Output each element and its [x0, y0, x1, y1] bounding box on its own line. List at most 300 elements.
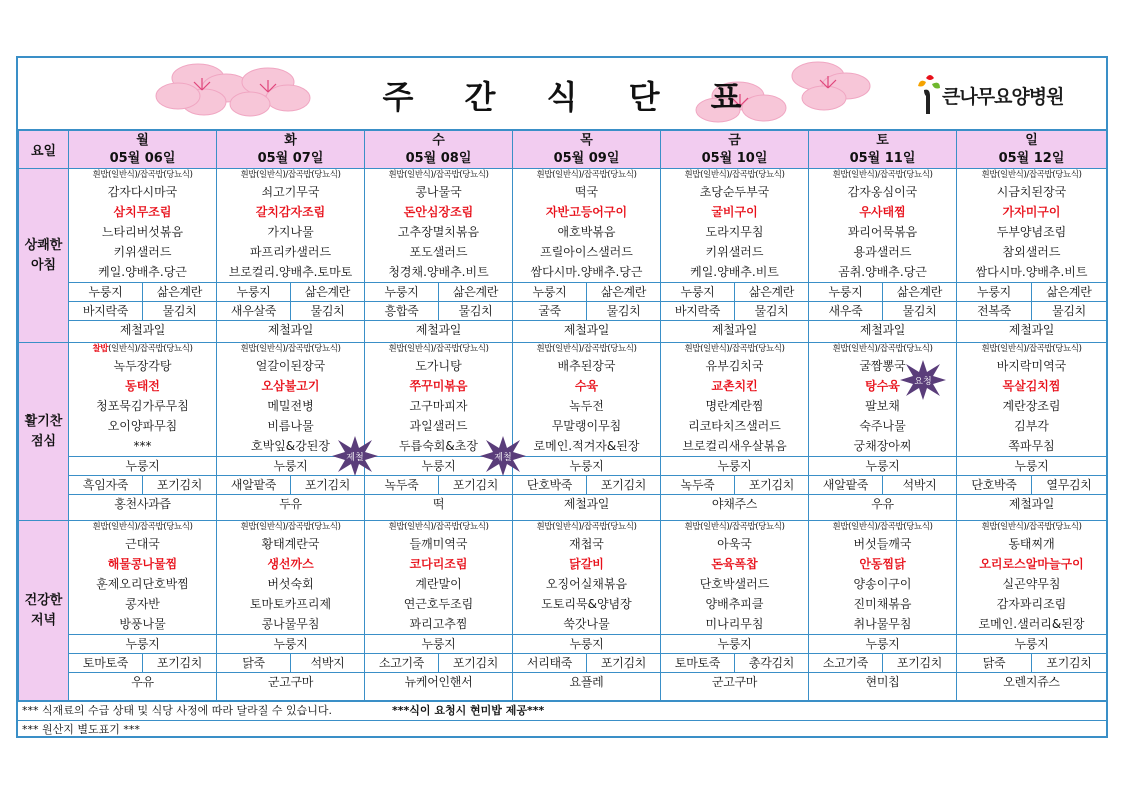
dish-item: 유부김치국 — [705, 359, 764, 373]
extra-row — [661, 301, 808, 320]
extra-item: 물김치 — [882, 302, 956, 320]
main-dish: 돈육폭찹 — [711, 557, 758, 571]
extra-item: 열무김치 — [1031, 476, 1106, 494]
extra-row — [365, 282, 512, 301]
footer-notes — [18, 701, 1106, 739]
dish-item: 로메인.샐러리&된장 — [978, 617, 1085, 631]
extra-item: 누룽지 — [421, 459, 456, 473]
dish-item: 쌈다시마.양배추.당근 — [530, 265, 643, 279]
extra-item: 포기김치 — [438, 654, 512, 672]
day-row-label: 요일 — [19, 131, 69, 169]
extra-row — [809, 320, 956, 339]
extra-item: 물김치 — [1031, 302, 1106, 320]
extra-item: 총각김치 — [734, 654, 808, 672]
dish-item: 단호박샐러드 — [699, 577, 770, 591]
meal-label-lunch — [19, 343, 69, 521]
extra-row — [809, 653, 956, 672]
dish-item: 케일.양배추.당근 — [98, 265, 187, 279]
dish-list — [809, 534, 956, 634]
dish-item: 재첩국 — [569, 537, 604, 551]
dish-item: 진미채볶음 — [853, 597, 912, 611]
dish-item: 계란말이 — [415, 577, 462, 591]
dish-item: 방풍나물 — [119, 617, 166, 631]
day-header-sun — [957, 131, 1107, 169]
dish-item: 연근호두조림 — [403, 597, 474, 611]
extra-item: 소고기죽 — [822, 656, 869, 670]
extra-item: 누룽지 — [828, 285, 863, 299]
dish-item: 느타리버섯볶음 — [101, 225, 184, 239]
dish-list — [809, 182, 956, 282]
main-dish: 우사태찜 — [859, 205, 906, 219]
extra-row — [809, 634, 956, 653]
extra-item: 물김치 — [142, 302, 216, 320]
dish-item: 가지나물 — [267, 225, 314, 239]
dish-item: 양송이구이 — [853, 577, 912, 591]
rice-line — [513, 169, 660, 182]
starburst-icon — [480, 436, 526, 476]
dish-list — [513, 356, 660, 456]
extra-item: 물김치 — [290, 302, 364, 320]
extra-row — [513, 320, 660, 339]
extra-item: 누룽지 — [1014, 637, 1049, 651]
rice-line — [217, 343, 364, 356]
dish-list — [957, 182, 1106, 282]
extra-item: 서리태죽 — [526, 656, 573, 670]
dish-item: 두부양념조림 — [996, 225, 1067, 239]
main-dish: 동태전 — [125, 379, 160, 393]
dish-item: 콩자반 — [125, 597, 160, 611]
seasonal-badge-text: 제철 — [346, 453, 364, 463]
dish-item: 꽈리고추찜 — [409, 617, 468, 631]
dish-item: 포도샐러드 — [409, 245, 468, 259]
meal-cell-sat — [809, 521, 957, 701]
extra-item: 제철과일 — [267, 323, 314, 337]
extra-row — [957, 672, 1106, 691]
extra-item: 누룽지 — [569, 459, 604, 473]
extra-item: 포기김치 — [142, 476, 216, 494]
dish-item: 쑥갓나물 — [563, 617, 610, 631]
dish-list — [217, 534, 364, 634]
dish-list — [365, 182, 512, 282]
meal-cell-thu — [513, 169, 661, 343]
dish-item: 떡국 — [574, 185, 599, 199]
extra-item: 포기김치 — [586, 476, 660, 494]
meal-cell-fri — [661, 521, 809, 701]
extra-item: 전복죽 — [977, 304, 1011, 318]
extra-item: 제철과일 — [563, 497, 610, 511]
dish-item: 브로컬리새우살볶음 — [682, 439, 787, 453]
rice-line — [69, 521, 216, 534]
extra-item: 흑임자죽 — [82, 478, 129, 492]
dish-list — [661, 356, 808, 456]
extra-row — [513, 475, 660, 494]
supply-note: *** 식재료의 수급 상태 및 식당 사정에 따라 달라질 수 있습니다. — [22, 704, 332, 717]
extra-item: 굴죽 — [538, 304, 561, 318]
extra-item: 누룽지 — [717, 637, 752, 651]
dish-list — [513, 534, 660, 634]
day-date: 05월 06일 — [109, 151, 176, 166]
dish-item: 녹두장각탕 — [113, 359, 172, 373]
day-header-tue — [217, 131, 365, 169]
rice-line — [809, 343, 956, 356]
dish-item: 고구마피자 — [409, 399, 468, 413]
extra-row — [513, 653, 660, 672]
dish-item: 비름나물 — [267, 419, 314, 433]
extra-row — [69, 320, 216, 339]
rice-line — [661, 521, 808, 534]
extra-item: 포기김치 — [142, 654, 216, 672]
dish-item: 아욱국 — [717, 537, 752, 551]
dish-item: 감자꽈리조림 — [996, 597, 1067, 611]
extra-item: 군고구마 — [711, 675, 758, 689]
day-header-fri — [661, 131, 809, 169]
dish-item: 키위샐러드 — [705, 245, 764, 259]
extra-item: 누룽지 — [977, 285, 1011, 299]
dish-item: 콩나물국 — [415, 185, 462, 199]
extra-row — [69, 672, 216, 691]
extra-row — [365, 494, 512, 513]
extra-item: 삶은계란 — [734, 283, 808, 301]
extra-item: 새알팥죽 — [822, 478, 869, 492]
footer-note-2: *** 원산지 별도표기 *** — [18, 720, 1106, 739]
extra-item: 물김치 — [438, 302, 512, 320]
day-name: 화 — [284, 133, 297, 148]
extra-row — [365, 653, 512, 672]
rice-text: 흰밥(일반식)/잡곡밥(당뇨식) — [536, 170, 637, 180]
rice-text: 흰밥(일반식)/잡곡밥(당뇨식) — [536, 522, 637, 532]
meal-label-breakfast — [19, 169, 69, 343]
extra-item: 현미칩 — [865, 675, 900, 689]
extra-row — [957, 653, 1106, 672]
meal-cell-wed — [365, 169, 513, 343]
extra-row — [809, 456, 956, 475]
extra-item: 흥합죽 — [384, 304, 419, 318]
extra-item: 제철과일 — [119, 323, 166, 337]
dish-list — [661, 182, 808, 282]
dish-item: 청경채.양배추.비트 — [388, 265, 489, 279]
dish-item: 청포묵김가루무침 — [96, 399, 189, 413]
extra-item: 누룽지 — [680, 285, 715, 299]
dish-item: 감자옹심이국 — [847, 185, 918, 199]
dish-list — [365, 534, 512, 634]
extra-row — [365, 634, 512, 653]
day-header-mon — [69, 131, 217, 169]
menu-sheet — [16, 56, 1108, 738]
rice-text: 흰밥(일반식)/잡곡밥(당뇨식) — [981, 522, 1082, 532]
rice-prefix: 찰밥 — [92, 344, 109, 354]
meal-label-line: 저녁 — [30, 612, 57, 628]
extra-item: 단호박죽 — [971, 478, 1017, 492]
dish-item: 호박잎&강된장 — [251, 439, 330, 453]
extra-item: 군고구마 — [267, 675, 314, 689]
dish-item: 팔보채 — [865, 399, 900, 413]
dish-item: 녹두전 — [569, 399, 604, 413]
meal-cell-mon — [69, 521, 217, 701]
dish-list — [217, 182, 364, 282]
rice-text: 흰밥(일반식)/잡곡밥(당뇨식) — [684, 522, 785, 532]
extra-item: 제철과일 — [1008, 323, 1055, 337]
meal-cell-sun — [957, 343, 1107, 521]
day-header-sat — [809, 131, 957, 169]
day-header-wed — [365, 131, 513, 169]
dish-item: 무말랭이무침 — [551, 419, 622, 433]
extra-item: 누룽지 — [1014, 459, 1049, 473]
dish-item: 얼갈이된장국 — [255, 359, 326, 373]
main-dish: 코다리조림 — [409, 557, 468, 571]
extra-item: 토마토죽 — [82, 656, 129, 670]
dinner-row — [19, 521, 1107, 701]
dish-item: 실곤약무침 — [1002, 577, 1061, 591]
extra-item: 토마토죽 — [674, 656, 721, 670]
meal-cell-fri — [661, 169, 809, 343]
extra-item: 누룽지 — [236, 285, 271, 299]
dish-item: 동태찌개 — [1008, 537, 1055, 551]
rice-text: 흰밥(일반식)/잡곡밥(당뇨식) — [240, 344, 341, 354]
main-dish: 갈치감자조림 — [255, 205, 326, 219]
extra-row — [217, 653, 364, 672]
rice-text: 흰밥(일반식)/잡곡밥(당뇨식) — [92, 522, 193, 532]
extra-row — [217, 320, 364, 339]
dish-item: 취나물무침 — [853, 617, 912, 631]
day-name: 목 — [580, 133, 593, 148]
dish-item: 애호박볶음 — [557, 225, 616, 239]
dish-item: 훈제오리단호박찜 — [96, 577, 189, 591]
dish-list — [957, 534, 1106, 634]
extra-item: 삶은계란 — [882, 283, 956, 301]
day-date: 05월 08일 — [405, 151, 472, 166]
dish-item: 프릴아이스샐러드 — [540, 245, 633, 259]
extra-row — [69, 301, 216, 320]
dish-item: 초당순두부국 — [699, 185, 770, 199]
dish-item: 궁채장아찌 — [853, 439, 912, 453]
extra-item: 녹두죽 — [384, 478, 419, 492]
dish-item: 굴짬뽕국 — [859, 359, 906, 373]
meal-cell-sat — [809, 169, 957, 343]
dish-list — [661, 534, 808, 634]
extra-item: 누룽지 — [717, 459, 752, 473]
extra-item: 석박지 — [290, 654, 364, 672]
main-dish: 가자미구이 — [1002, 205, 1061, 219]
extra-row — [957, 475, 1106, 494]
meal-cell-mon — [69, 343, 217, 521]
rice-line — [365, 343, 512, 356]
extra-item: 누룽지 — [569, 637, 604, 651]
extra-item: 요플레 — [569, 675, 604, 689]
logo-text: 큰나무요양병원 — [942, 86, 1064, 108]
day-name: 토 — [876, 133, 889, 148]
main-dish: 해물콩나물찜 — [107, 557, 178, 571]
menu-table — [18, 130, 1107, 701]
dish-item: 키위샐러드 — [113, 245, 172, 259]
dish-item: 쪽파무침 — [1008, 439, 1055, 453]
dish-item: 고추장멸치볶음 — [397, 225, 480, 239]
extra-item: 누룽지 — [384, 285, 419, 299]
main-dish: 교촌치킨 — [711, 379, 758, 393]
day-header-thu — [513, 131, 661, 169]
extra-item: 누룽지 — [421, 637, 456, 651]
meal-label-dinner — [19, 521, 69, 701]
main-dish: 굴비구이 — [711, 205, 758, 219]
extra-row — [513, 672, 660, 691]
rice-text: 흰밥(일반식)/잡곡밥(당뇨식) — [388, 522, 489, 532]
meal-cell-tue — [217, 343, 365, 521]
meal-cell-tue — [217, 169, 365, 343]
extra-item: 물김치 — [586, 302, 660, 320]
extra-row — [957, 456, 1106, 475]
extra-item: 물김치 — [734, 302, 808, 320]
rice-line — [809, 169, 956, 182]
extra-item: 단호박죽 — [526, 478, 573, 492]
extra-row — [809, 282, 956, 301]
dish-item: 계란장조림 — [1002, 399, 1061, 413]
dish-item: 참외샐러드 — [1002, 245, 1061, 259]
meal-label-line: 활기찬 — [24, 413, 63, 429]
extra-item: 포기김치 — [586, 654, 660, 672]
dish-item: 오징어실채볶음 — [545, 577, 628, 591]
rice-text: 흰밥(일반식)/잡곡밥(당뇨식) — [981, 344, 1082, 354]
dish-item: 미나리무침 — [705, 617, 764, 631]
extra-row — [513, 456, 660, 475]
dish-item: 근대국 — [125, 537, 160, 551]
request-badge — [900, 360, 946, 404]
rice-line — [69, 169, 216, 182]
dish-item: *** — [133, 439, 152, 453]
dish-item: 감자다시마국 — [107, 185, 178, 199]
main-dish: 오삼불고기 — [261, 379, 320, 393]
dish-item: 브로컬리.양배추.토마토 — [228, 265, 353, 279]
hospital-logo — [916, 72, 1096, 116]
dish-item: 케일.양배추.비트 — [690, 265, 779, 279]
extra-row — [365, 320, 512, 339]
extra-item: 바지락죽 — [674, 304, 721, 318]
extra-row — [661, 672, 808, 691]
main-dish: 자반고등어구이 — [545, 205, 628, 219]
extra-row — [513, 301, 660, 320]
extra-item: 제철과일 — [859, 323, 906, 337]
sheet-header — [18, 58, 1106, 130]
meal-label-line: 건강한 — [24, 592, 63, 608]
extra-row — [69, 634, 216, 653]
dish-list — [69, 534, 216, 634]
extra-item: 삶은계란 — [142, 283, 216, 301]
extra-item: 바지락죽 — [82, 304, 129, 318]
meal-cell-wed — [365, 343, 513, 521]
extra-row — [661, 282, 808, 301]
rice-text: 흰밥(일반식)/잡곡밥(당뇨식) — [240, 170, 341, 180]
footer-note-1 — [18, 701, 1106, 720]
meal-label-line: 점심 — [30, 433, 57, 449]
tree-logo-icon — [916, 72, 942, 116]
extra-row — [661, 634, 808, 653]
rice-text: 흰밥(일반식)/잡곡밥(당뇨식) — [832, 170, 933, 180]
main-dish: 안동찜닭 — [859, 557, 906, 571]
dish-item: 메밀전병 — [267, 399, 314, 413]
dish-item: 양배추피클 — [705, 597, 764, 611]
rice-text: 흰밥(일반식)/잡곡밥(당뇨식) — [684, 344, 785, 354]
extra-row — [661, 653, 808, 672]
extra-item: 누룽지 — [532, 285, 567, 299]
extra-item: 누룽지 — [273, 637, 308, 651]
dish-item: 곰취.양배추.당근 — [838, 265, 927, 279]
dish-item: 콩나물무침 — [261, 617, 320, 631]
rice-line — [365, 521, 512, 534]
day-name: 수 — [432, 133, 445, 148]
main-dish: 오리로스알마늘구이 — [979, 557, 1084, 571]
extra-item: 삶은계란 — [438, 283, 512, 301]
extra-item: 삶은계란 — [586, 283, 660, 301]
extra-item: 우유 — [131, 675, 154, 689]
dish-item: 들깨미역국 — [409, 537, 468, 551]
extra-row — [661, 494, 808, 513]
day-date: 05월 10일 — [701, 151, 768, 166]
extra-item: 석박지 — [882, 476, 956, 494]
brown-rice-note: ***식이 요청시 현미밥 제공*** — [391, 704, 545, 717]
extra-row — [957, 282, 1106, 301]
seasonal-badge — [480, 436, 526, 480]
rice-line — [661, 169, 808, 182]
dish-item: 토마토카프리제 — [249, 597, 332, 611]
rice-line — [661, 343, 808, 356]
extra-item: 누룽지 — [125, 459, 160, 473]
rice-line — [217, 169, 364, 182]
extra-item: 닭죽 — [242, 656, 265, 670]
extra-item: 새우살죽 — [230, 304, 277, 318]
seasonal-badge-text: 제철 — [494, 453, 512, 463]
extra-item: 포기김치 — [438, 476, 512, 494]
day-header-row — [19, 131, 1107, 169]
extra-row — [69, 653, 216, 672]
dish-item: 꽈리어묵볶음 — [847, 225, 918, 239]
dish-item: 시금치된장국 — [996, 185, 1067, 199]
page-title: 주 간 식 단 표 — [382, 78, 762, 116]
extra-row — [69, 475, 216, 494]
extra-item: 누룽지 — [273, 459, 308, 473]
rice-text: 흰밥(일반식)/잡곡밥(당뇨식) — [240, 522, 341, 532]
extra-item: 포기김치 — [734, 476, 808, 494]
extra-item: 제철과일 — [1008, 497, 1055, 511]
dish-item: 황태계란국 — [261, 537, 320, 551]
extra-item: 오렌지쥬스 — [1003, 675, 1060, 689]
meal-label-line: 상쾌한 — [24, 237, 63, 253]
extra-item: 새우죽 — [828, 304, 863, 318]
seasonal-badge — [332, 436, 378, 480]
rice-line — [957, 343, 1106, 356]
extra-row — [809, 672, 956, 691]
extra-item: 제철과일 — [563, 323, 610, 337]
extra-row — [365, 301, 512, 320]
extra-row — [661, 475, 808, 494]
extra-row — [661, 456, 808, 475]
extra-row — [365, 672, 512, 691]
rice-text: 흰밥(일반식)/잡곡밥(당뇨식) — [388, 170, 489, 180]
extra-item: 삶은계란 — [1031, 283, 1106, 301]
main-dish: 생선까스 — [267, 557, 314, 571]
extra-item: 누룽지 — [865, 637, 900, 651]
extra-item: 포기김치 — [882, 654, 956, 672]
dish-item: 김부각 — [1014, 419, 1049, 433]
rice-text: 흰밥(일반식)/잡곡밥(당뇨식) — [388, 344, 489, 354]
dish-list — [69, 182, 216, 282]
dish-item: 도토리묵&양념장 — [541, 597, 632, 611]
rice-text: 흰밥(일반식)/잡곡밥(당뇨식) — [832, 344, 933, 354]
main-dish: 닭갈비 — [569, 557, 604, 571]
dish-item: 쇠고기무국 — [261, 185, 320, 199]
extra-item: 누룽지 — [88, 285, 123, 299]
rice-line — [69, 343, 216, 356]
main-dish: 쭈꾸미볶음 — [409, 379, 468, 393]
rice-line — [365, 169, 512, 182]
meal-cell-sun — [957, 169, 1107, 343]
